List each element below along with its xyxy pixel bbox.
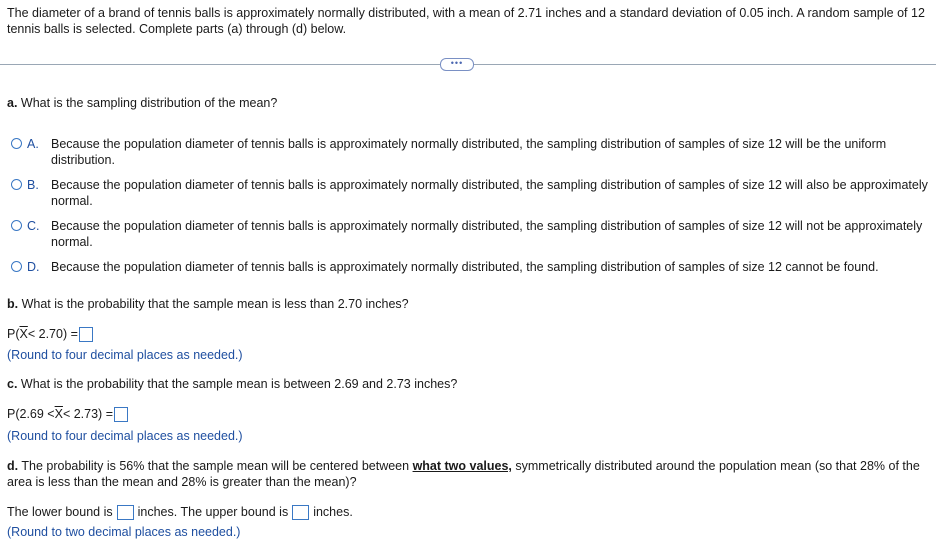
more-options-button[interactable]: ••• — [440, 58, 474, 71]
part-c-text: What is the probability that the sample mean is between 2.69 and 2.73 inches? — [20, 377, 458, 391]
upper-bound-input[interactable] — [292, 505, 309, 520]
option-a-letter: A. — [27, 137, 39, 151]
part-c-answer-input[interactable] — [114, 407, 128, 422]
part-b-xbar: $\overline{X}$ — [19, 327, 28, 341]
part-d-hint: (Round to two decimal places as needed.) — [7, 525, 241, 539]
option-a-radio[interactable] — [11, 138, 22, 149]
option-c-radio[interactable] — [11, 220, 22, 231]
part-c-expression — [7, 406, 128, 422]
part-a-question — [7, 95, 277, 111]
part-d-answer-line — [7, 504, 353, 520]
part-b-text: What is the probability that the sample mean is less than 2.70 inches? — [21, 297, 409, 311]
problem-intro: The diameter of a brand of tennis balls is approximately normally distributed, with a mean of 2.71 inches and a standard deviation of 0.05 inch. A random sample of 12 tennis balls is selected. Complete parts (a) through (d) below. — [7, 6, 925, 36]
part-d-question — [7, 458, 932, 490]
part-d-lower-label: The lower bound is — [7, 505, 113, 519]
part-b-label: b. — [7, 297, 19, 311]
part-b-expr-prefix: P( — [7, 327, 20, 341]
part-d-label: d. — [7, 459, 19, 473]
part-c-question — [7, 376, 457, 392]
part-c-expr-prefix: P(2.69 < — [7, 407, 55, 421]
part-c-expr-suffix: < 2.73) = — [62, 407, 113, 421]
option-c[interactable] — [11, 218, 931, 250]
part-c-xbar: $\overline{X}$ — [54, 407, 63, 421]
part-d-text-pre: The probability is 56% that the sample mean will be centered between — [21, 459, 413, 473]
option-d-letter: D. — [27, 260, 40, 274]
part-a-label: a. — [7, 96, 18, 110]
part-d-end-label: inches. — [313, 505, 353, 519]
option-b[interactable] — [11, 177, 931, 209]
option-d-radio[interactable] — [11, 261, 22, 272]
part-d-hint-link[interactable]: what two values, — [412, 459, 512, 473]
part-b-question — [7, 296, 409, 312]
part-b-hint: (Round to four decimal places as needed.) — [7, 348, 243, 362]
part-a-text: What is the sampling distribution of the mean? — [20, 96, 278, 110]
option-c-text: Because the population diameter of tennis balls is approximately normally distributed, the sampling distribution of samples of size 12 will not be approximately normal. — [51, 219, 923, 249]
option-b-text: Because the population diameter of tennis balls is approximately normally distributed, the sampling distribution of samples of size 12 will also be approximately normal. — [51, 178, 928, 208]
part-d-text-post: symmetrically distributed around the population mean (so that 28% of the area is less than the mean and 28% is greater than the mean)? — [7, 459, 920, 489]
lower-bound-input[interactable] — [117, 505, 134, 520]
part-c-label: c. — [7, 377, 18, 391]
option-b-radio[interactable] — [11, 179, 22, 190]
option-b-letter: B. — [27, 178, 39, 192]
part-b-answer-input[interactable] — [79, 327, 93, 342]
part-d-middle-label: inches. The upper bound is — [137, 505, 289, 519]
part-c-hint: (Round to four decimal places as needed.) — [7, 429, 243, 443]
option-d-text: Because the population diameter of tennis balls is approximately normally distributed, the sampling distribution of samples of size 12 cannot be found. — [51, 260, 879, 274]
option-a-text: Because the population diameter of tennis balls is approximately normally distributed, the sampling distribution of samples of size 12 will be the uniform distribution. — [51, 137, 887, 167]
part-b-expression — [7, 326, 93, 342]
part-b-expr-suffix: < 2.70) = — [27, 327, 78, 341]
option-a[interactable] — [11, 136, 931, 168]
option-d[interactable] — [11, 259, 931, 275]
option-c-letter: C. — [27, 219, 40, 233]
